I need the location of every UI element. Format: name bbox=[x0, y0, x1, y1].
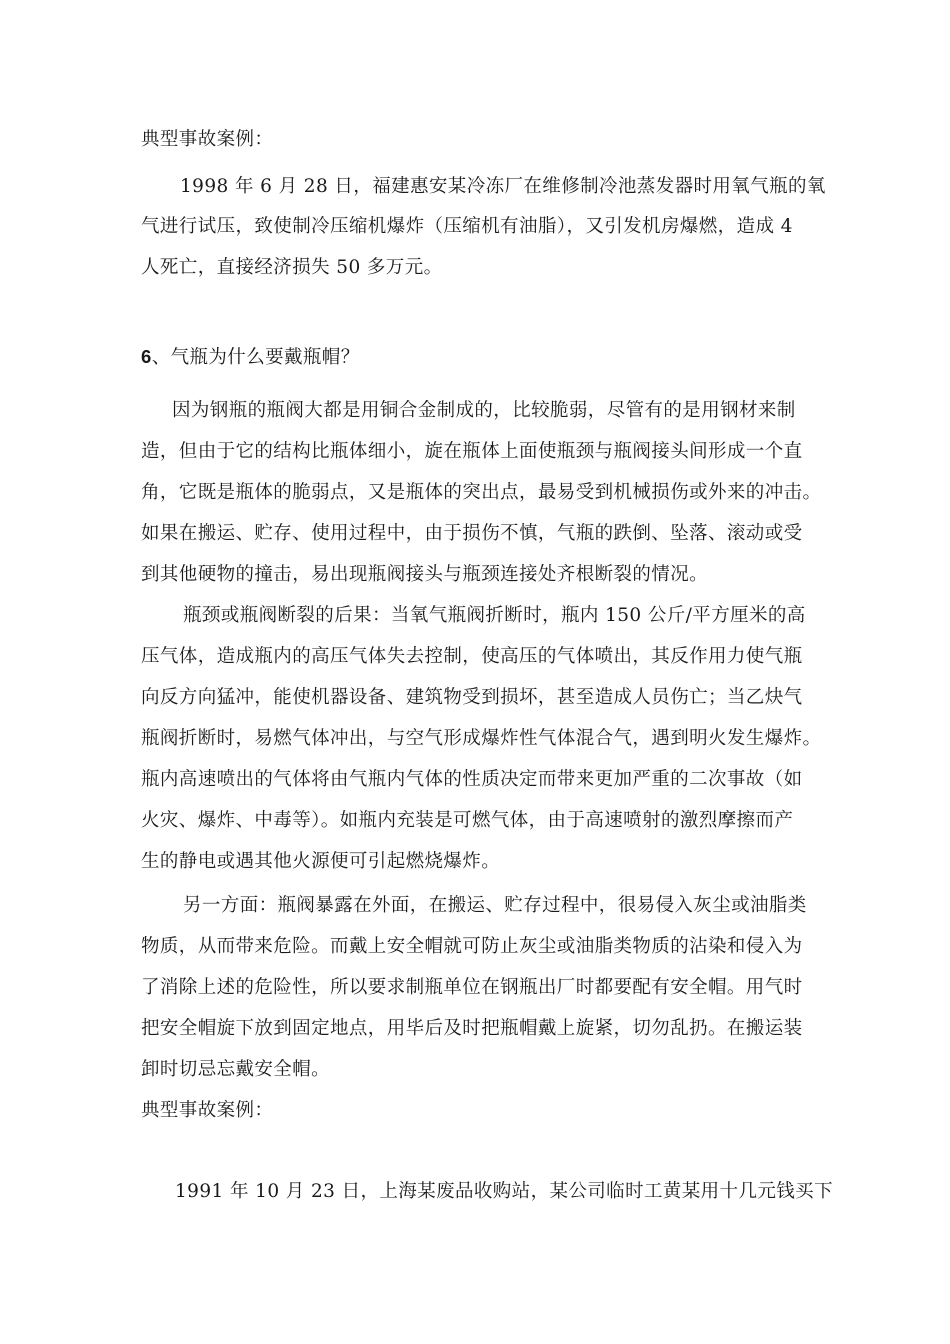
paragraph-line: 造，但由于它的结构比瓶体细小，旋在瓶体上面使瓶颈与瓶阀接头间形成一个直 bbox=[141, 441, 803, 462]
paragraph-line: 向反方向猛冲，能使机器设备、建筑物受到损坏，甚至造成人员伤亡；当乙炔气 bbox=[141, 687, 803, 708]
paragraph-line: 角，它既是瓶体的脆弱点，又是瓶体的突出点，最易受到机械损伤或外来的冲击。 bbox=[141, 482, 822, 503]
case-label: 典型事故案例： bbox=[141, 129, 274, 150]
paragraph-line: 火灾、爆炸、中毒等）。如瓶内充装是可燃气体，由于高速喷射的激烈摩擦而产 bbox=[141, 810, 794, 831]
paragraph-line: 瓶内高速喷出的气体将由气瓶内气体的性质决定而带来更加严重的二次事故（如 bbox=[141, 769, 803, 790]
paragraph-line: 卸时切忌忘戴安全帽。 bbox=[141, 1059, 331, 1080]
paragraph-line: 压气体，造成瓶内的高压气体失去控制，使高压的气体喷出，其反作用力使气瓶 bbox=[141, 646, 803, 667]
paragraph-line: 生的静电或遇其他火源便可引起燃烧爆炸。 bbox=[141, 851, 501, 872]
case-text-line: 气进行试压，致使制冷压缩机爆炸（压缩机有油脂），又引发机房爆燃，造成 4 bbox=[141, 216, 793, 237]
paragraph-line: 把安全帽旋下放到固定地点，用毕后及时把瓶帽戴上旋紧，切勿乱扔。在搬运装 bbox=[141, 1018, 803, 1039]
paragraph-line: 了消除上述的危险性，所以要求制瓶单位在钢瓶出厂时都要配有安全帽。用气时 bbox=[141, 977, 803, 998]
paragraph-line: 物质，从而带来危险。而戴上安全帽就可防止灰尘或油脂类物质的沾染和侵入为 bbox=[141, 936, 803, 957]
section-title: 、气瓶为什么要戴瓶帽？ bbox=[151, 347, 360, 368]
case-text-line: 1998 年 6 月 28 日，福建惠安某冷冻厂在维修制冷池蒸发器时用氧气瓶的氧 bbox=[180, 176, 826, 197]
section-heading bbox=[141, 345, 360, 370]
paragraph-line: 因为钢瓶的瓶阀大都是用铜合金制成的，比较脆弱，尽管有的是用钢材来制 bbox=[172, 400, 796, 421]
paragraph-line: 到其他硬物的撞击，易出现瓶阀接头与瓶颈连接处齐根断裂的情况。 bbox=[141, 564, 709, 585]
case-text-line: 人死亡，直接经济损失 50 多万元。 bbox=[141, 257, 443, 278]
paragraph-line: 瓶颈或瓶阀断裂的后果：当氧气瓶阀折断时，瓶内 150 公斤/平方厘米的高 bbox=[183, 605, 806, 626]
case-text-line: 1991 年 10 月 23 日，上海某废品收购站，某公司临时工黄某用十几元钱买下 bbox=[175, 1181, 833, 1202]
paragraph-line: 如果在搬运、贮存、使用过程中，由于损伤不慎，气瓶的跌倒、坠落、滚动或受 bbox=[141, 523, 803, 544]
case-label: 典型事故案例： bbox=[141, 1100, 274, 1121]
paragraph-line: 另一方面：瓶阀暴露在外面，在搬运、贮存过程中，很易侵入灰尘或油脂类 bbox=[183, 895, 807, 916]
paragraph-line: 瓶阀折断时，易燃气体冲出，与空气形成爆炸性气体混合气，遇到明火发生爆炸。 bbox=[141, 728, 822, 749]
section-number: 6 bbox=[141, 346, 152, 367]
